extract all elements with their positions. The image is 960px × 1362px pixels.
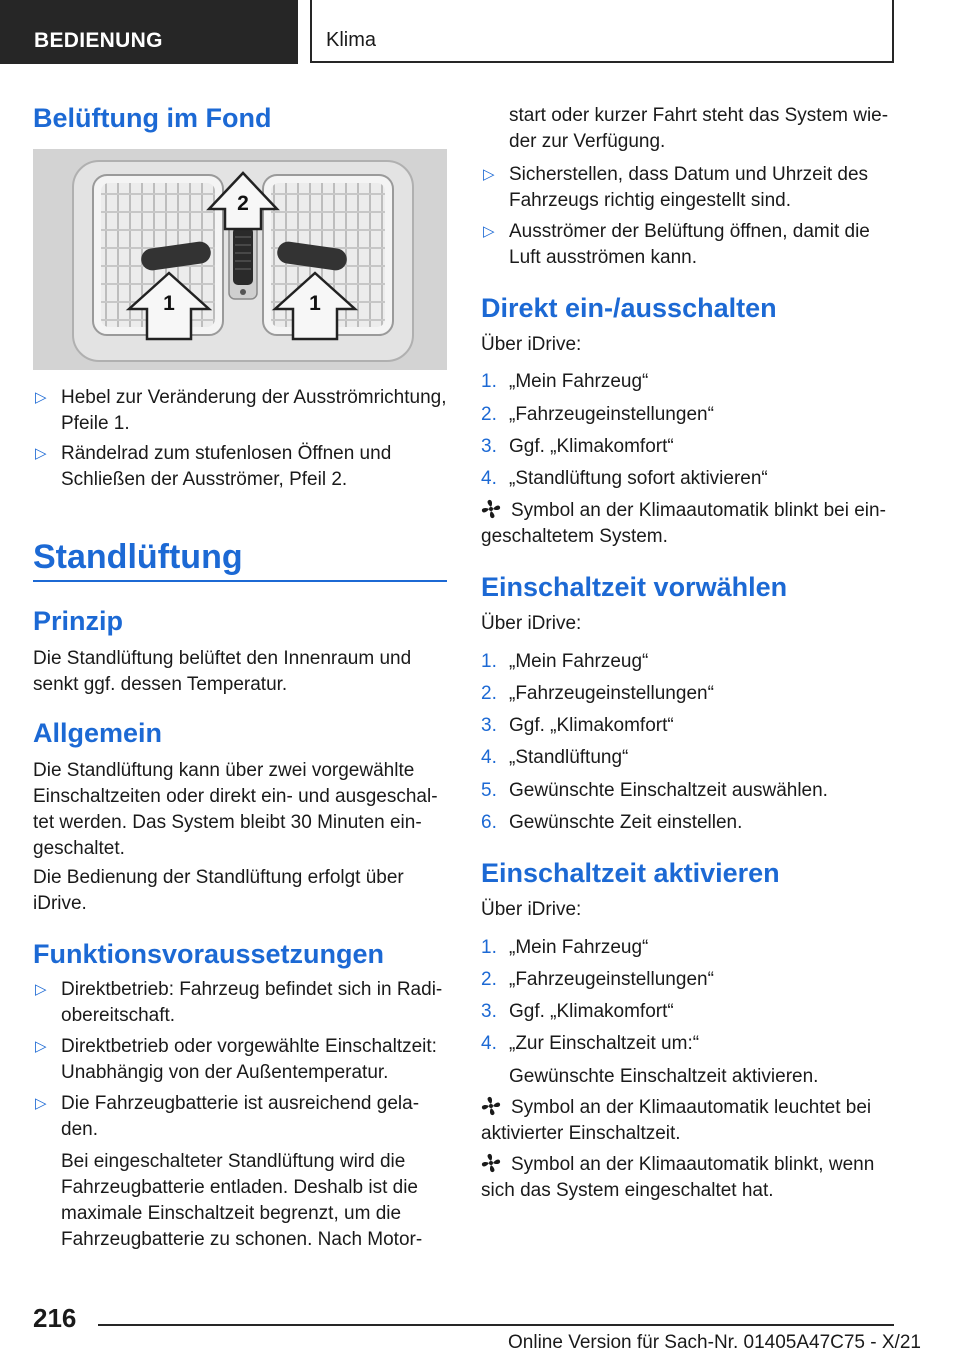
list-item: ▷ Die Fahrzeugbatterie ist ausreichend geladen. [35, 1093, 420, 1140]
list-item: 3. Ggf. „Klimakomfort“ [481, 436, 674, 457]
heading-vorwaehlen: Einschaltzeit vorwählen [481, 572, 788, 602]
header-section-tab [0, 0, 298, 64]
list-item: 4. „Standlüftung“ [481, 747, 629, 768]
list-item: 1. „Mein Fahrzeug“ [481, 371, 649, 392]
page-number: 216 [33, 1303, 77, 1333]
triangle-bullet-icon: ▷ [483, 166, 495, 183]
header-chapter-label: Klima [326, 29, 377, 51]
heading-allgemein: Allgemein [33, 718, 163, 748]
continued-text: start oder kurzer Fahrt steht das System wieder zur Verfügung. [509, 105, 889, 152]
fan-icon [481, 499, 501, 519]
prinzip-text: Die Standlüftung belüftet den Innenraum und senkt ggf. dessen Temperatur. [33, 648, 412, 695]
aktivieren-note-2: Symbol an der Klimaautomatik blinkt, wenn sich das System eingeschaltet hat. [481, 1154, 875, 1201]
figure-label-2: 2 [237, 192, 249, 215]
list-item: 2. „Fahrzeugeinstellungen“ [481, 683, 714, 704]
footer-divider [98, 1324, 894, 1326]
header-section-label: BEDIENUNG [34, 29, 163, 52]
list-item: 1. „Mein Fahrzeug“ [481, 937, 649, 958]
list-item: ▷ Sicherstellen, dass Datum und Uhrzeit des Fahrzeugs richtig eingestellt sind. [483, 164, 869, 211]
list-item: 3. Ggf. „Klimakomfort“ [481, 1001, 674, 1022]
triangle-bullet-icon: ▷ [35, 981, 47, 998]
list-item: 2. „Fahrzeugeinstellungen“ [481, 969, 714, 990]
aktivieren-note-1: Symbol an der Klimaautomatik leuchtet bei aktivierter Einschaltzeit. [481, 1097, 872, 1144]
list-item: 6. Gewünschte Zeit einstellen. [481, 812, 743, 833]
triangle-bullet-icon: ▷ [35, 1095, 47, 1112]
list-item: ▷ Direktbetrieb: Fahrzeug befindet sich in Radiobereitschaft. [35, 979, 443, 1026]
list-item: 3. Ggf. „Klimakomfort“ [481, 715, 674, 736]
list-item: 5. Gewünschte Einschaltzeit auswählen. [481, 780, 828, 801]
heading-belueftung-fond: Belüftung im Fond [33, 103, 272, 133]
list-item: ▷ Rändelrad zum stufenlosen Öffnen und Schließen der Ausströmer, Pfeil 2. [35, 443, 392, 490]
chapter-title-standlueftung: Standlüftung [33, 538, 243, 576]
rear-vent-illustration [33, 149, 447, 370]
fan-icon [481, 1096, 501, 1116]
list-item: 4. „Standlüftung sofort aktivieren“ [481, 468, 768, 489]
aktivieren-step4-sub: Gewünschte Einschaltzeit aktivieren. [509, 1066, 819, 1087]
list-item: ▷ Ausströmer der Belüftung öffnen, damit die Luft ausströmen kann. [483, 221, 870, 268]
idrive-label: Über iDrive: [481, 613, 582, 634]
list-item: ▷ Direktbetrieb oder vorgewählte Einschaltzeit: Unabhängig von der Außentemperatur. [35, 1036, 437, 1083]
figure-label-1-left: 1 [163, 292, 175, 315]
title-divider [33, 580, 447, 582]
heading-aktivieren: Einschaltzeit aktivieren [481, 858, 780, 888]
rear-vent-drawing [33, 149, 447, 370]
funktion-note: Bei eingeschalteter Standlüftung wird die Fahrzeugbatterie entladen. Deshalb ist die maximale Einschaltzeit begrenzt, um die Fahrzeugbatterie zu schonen. Nach Motor- [61, 1151, 423, 1250]
idrive-label: Über iDrive: [481, 899, 582, 920]
allgemein-text-1: Die Standlüftung kann über zwei vorgewählte Einschaltzeiten oder direkt ein- und ausgeschaltet werden. Das System bleibt 30 Minuten eingeschaltet. [33, 760, 438, 859]
fan-icon [481, 1153, 501, 1173]
header-chapter-tab [310, 0, 894, 63]
footer-online-version: Online Version für Sach-Nr. 01405A47C75 - X/21 [508, 1332, 921, 1353]
heading-direkt: Direkt ein-/ausschalten [481, 293, 777, 323]
list-item: 2. „Fahrzeugeinstellungen“ [481, 404, 714, 425]
list-item: ▷ Hebel zur Veränderung der Ausströmrichtung, Pfeile 1. [35, 387, 447, 434]
triangle-bullet-icon: ▷ [35, 1038, 47, 1055]
triangle-bullet-icon: ▷ [35, 445, 47, 462]
idrive-label: Über iDrive: [481, 334, 582, 355]
allgemein-text-2: Die Bedienung der Standlüftung erfolgt über iDrive. [33, 867, 404, 914]
figure-label-1-right: 1 [309, 292, 321, 315]
list-item: 4. „Zur Einschaltzeit um:“ [481, 1033, 700, 1054]
heading-prinzip: Prinzip [33, 606, 124, 636]
triangle-bullet-icon: ▷ [35, 389, 47, 406]
triangle-bullet-icon: ▷ [483, 223, 495, 240]
direkt-note: Symbol an der Klimaautomatik blinkt bei eingeschaltetem System. [481, 500, 886, 547]
heading-funktionsvoraussetzungen: Funktionsvoraussetzungen [33, 939, 385, 969]
list-item: 1. „Mein Fahrzeug“ [481, 651, 649, 672]
